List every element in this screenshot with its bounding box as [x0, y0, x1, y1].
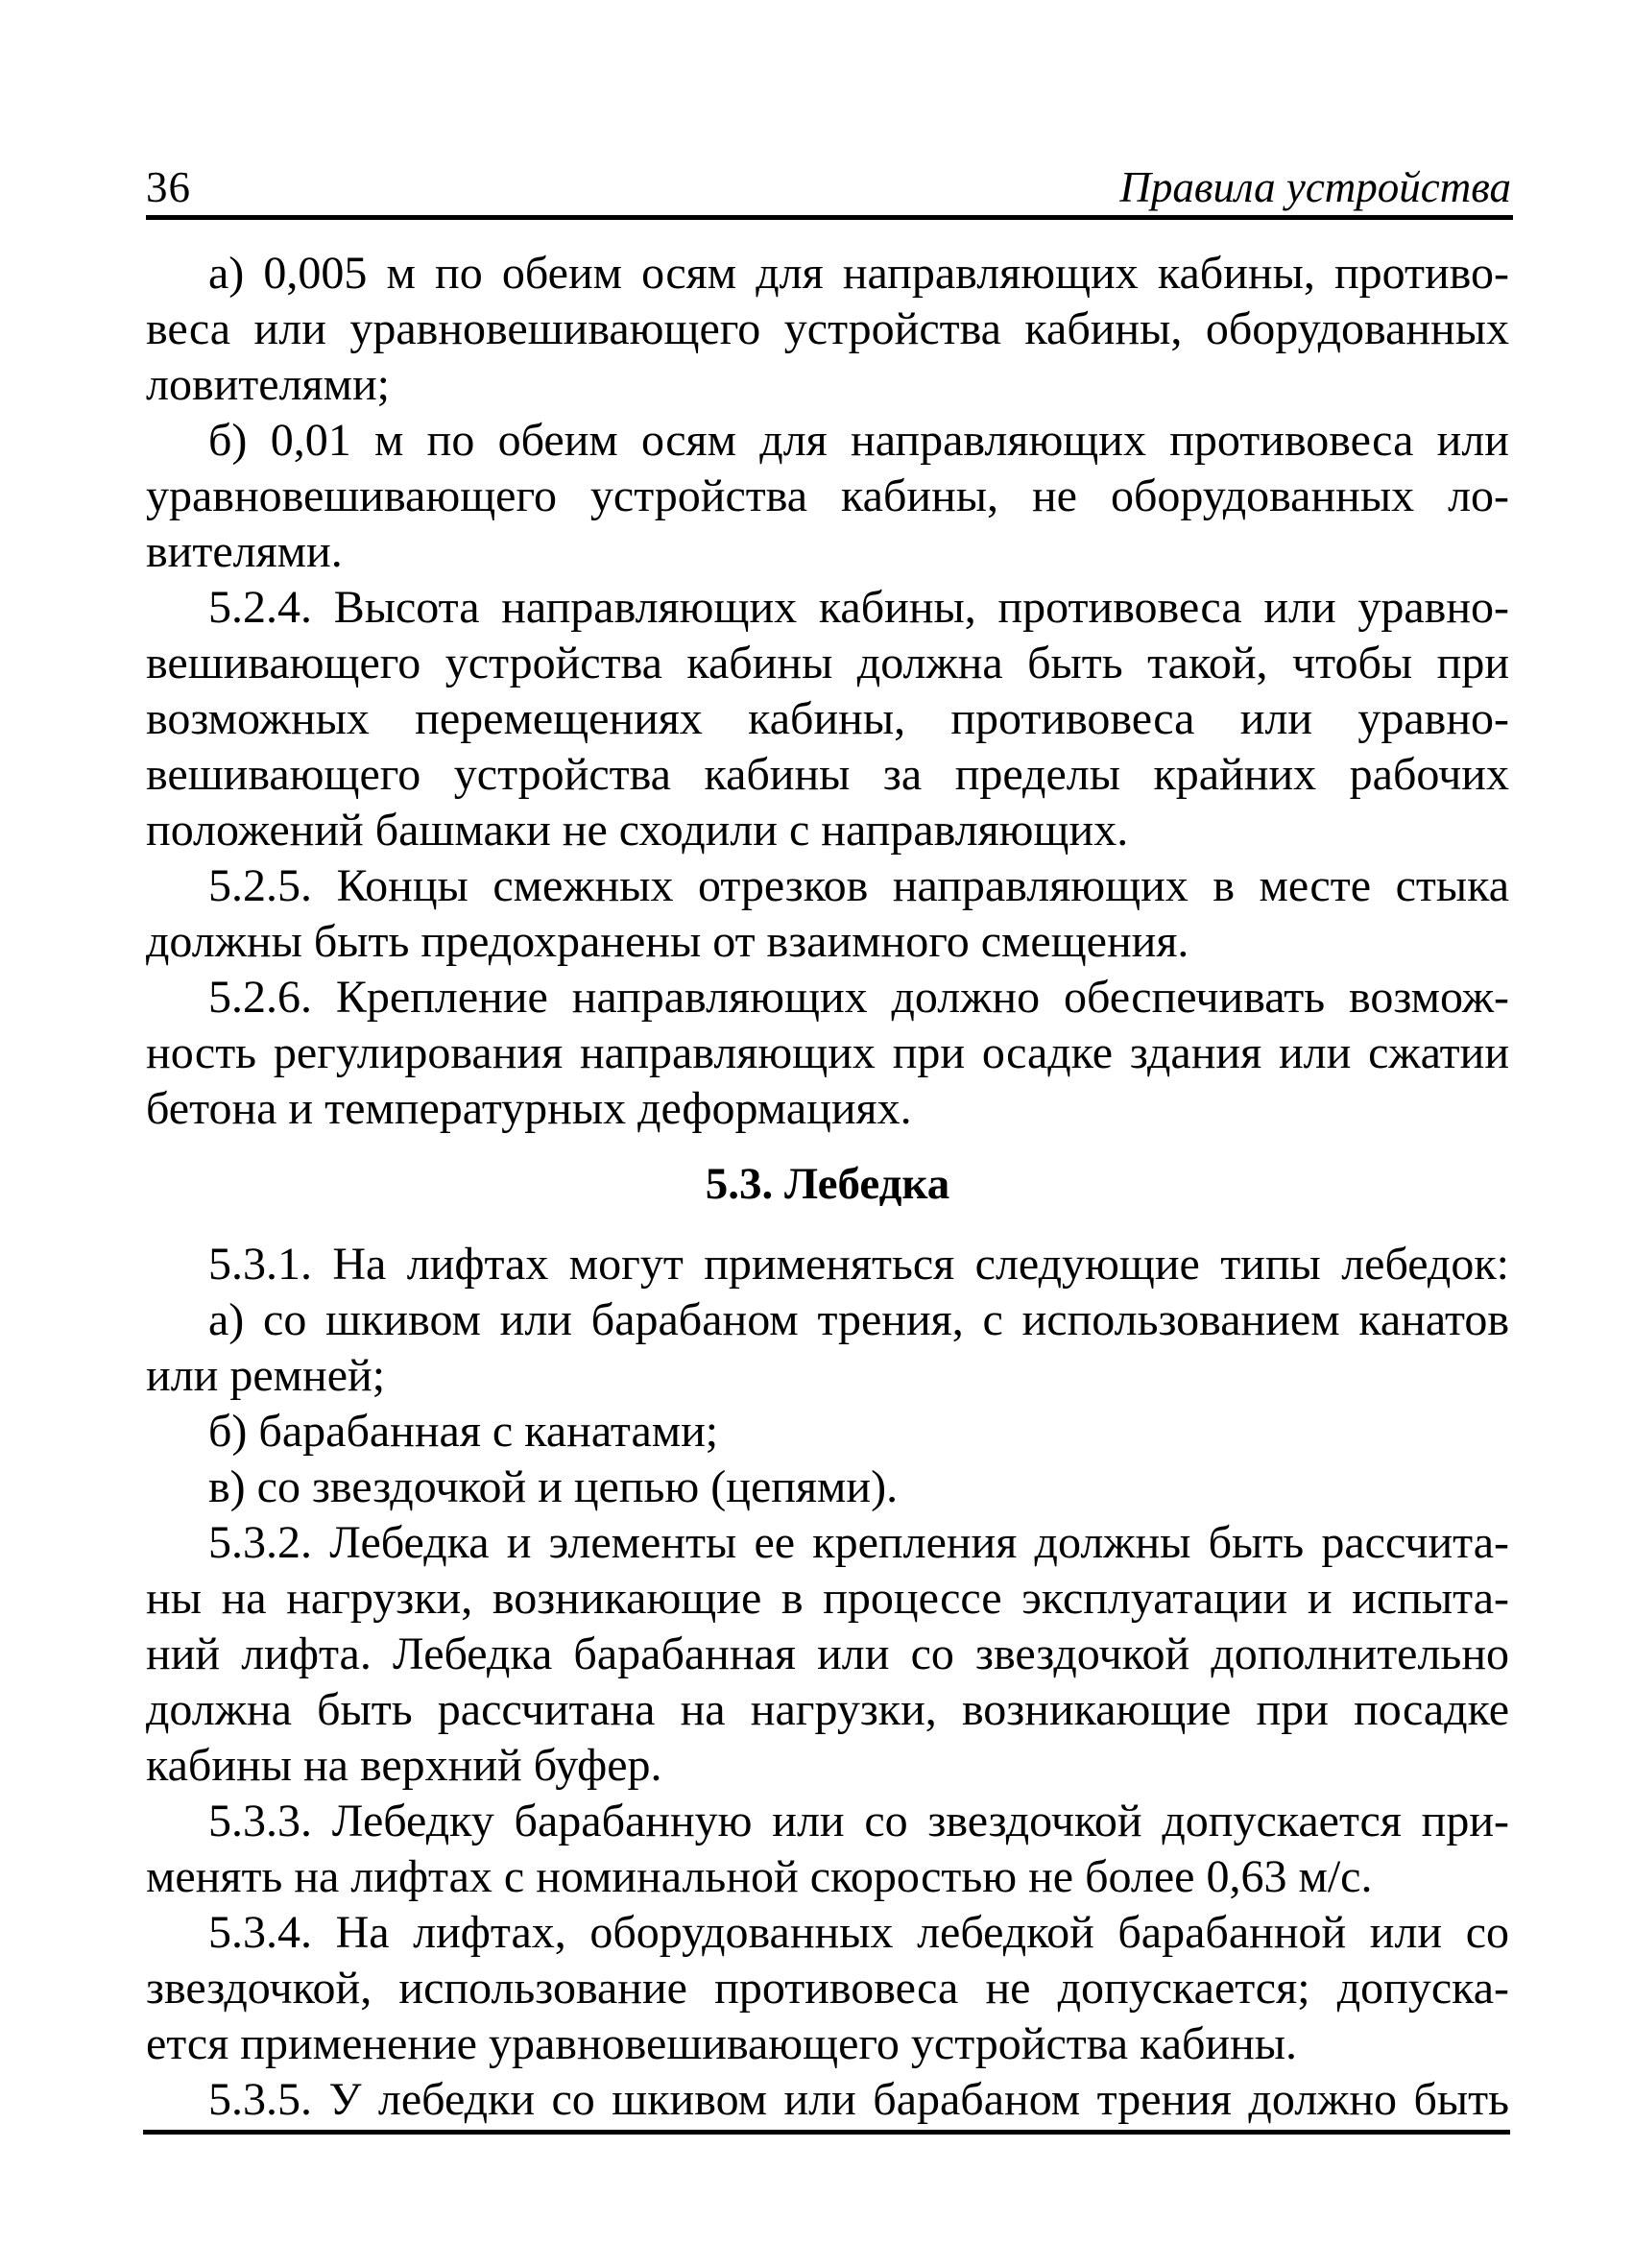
- text-line: ны на нагрузки, возникающие в процессе эксплуатации и испыта-: [146, 1573, 1509, 1624]
- text-line: должна быть рассчитана на нагрузки, возникающие при посадке: [146, 1684, 1509, 1735]
- text-line: б) барабанная с канатами;: [208, 1406, 719, 1457]
- text-line: ется применение уравновешивающего устройства кабины.: [146, 2018, 1298, 2069]
- text-line: веса или уравновешивающего устройства кабины, оборудованных: [146, 303, 1509, 354]
- text-line: 5.3.4. На лифтах, оборудованных лебедкой барабанной или со: [208, 1907, 1509, 1958]
- text-line: 5.2.4. Высота направляющих кабины, противовеса или уравно-: [208, 582, 1509, 633]
- page-number: 36: [146, 163, 191, 211]
- text-line: ловителями;: [146, 359, 391, 410]
- text-line: или ремней;: [146, 1350, 386, 1401]
- paragraph: [146, 1515, 1509, 1794]
- text-line: в) со звездочкой и цепью (цепями).: [208, 1461, 899, 1512]
- paragraph: [146, 1905, 1509, 2072]
- text-line: 5.3.3. Лебедку барабанную или со звездочкой допускается при-: [208, 1796, 1509, 1846]
- text-line: вителями.: [146, 526, 343, 577]
- paragraph: [146, 1460, 1509, 1515]
- text-line: 5.2.6. Крепление направляющих должно обеспечивать возмож-: [208, 972, 1509, 1023]
- text-line: б) 0,01 м по обеим осям для направляющих противовеса или: [208, 415, 1509, 466]
- text-line: 5.3.1. На лифтах могут применяться следующие типы лебедок:: [208, 1239, 1509, 1290]
- paragraph: [146, 413, 1509, 580]
- text-line: 5.2.5. Концы смежных отрезков направляющих в месте стыка: [208, 860, 1509, 911]
- page-header: [146, 154, 1511, 209]
- header-rule: [146, 215, 1513, 220]
- text-line: а) 0,005 м по обеим осям для направляющих кабины, противо-: [208, 248, 1509, 299]
- text-line: должны быть предохранены от взаимного смещения.: [146, 916, 1189, 967]
- text-line: положений башмаки не сходили с направляющих.: [146, 805, 1129, 856]
- paragraph: [146, 1404, 1509, 1460]
- paragraph: [146, 580, 1509, 858]
- text-line: ность регулирования направляющих при осадке здания или сжатии: [146, 1027, 1509, 1078]
- text-line: менять на лифтах с номинальной скоростью не более 0,63 м/с.: [146, 1851, 1373, 1902]
- paragraph: [146, 1292, 1509, 1404]
- paragraph: [146, 1794, 1509, 1905]
- paragraph: [146, 970, 1509, 1137]
- text-line: 5.3.2. Лебедка и элементы ее крепления должны быть рассчита-: [208, 1517, 1509, 1568]
- document-body: [146, 246, 1509, 2128]
- text-line: возможных перемещениях кабины, противовеса или уравно-: [146, 693, 1509, 744]
- paragraph: [146, 1237, 1509, 1292]
- text-line: звездочкой, использование противовеса не допускается; допуска-: [146, 1963, 1509, 2014]
- paragraph: [146, 858, 1509, 970]
- text-line: 5.3.5. У лебедки со шкивом или барабаном трения должно быть: [208, 2074, 1509, 2125]
- paragraph: [146, 246, 1509, 413]
- text-line: 5.3. Лебедка: [705, 1159, 950, 1209]
- text-line: а) со шкивом или барабаном трения, с использованием канатов: [208, 1294, 1509, 1345]
- paragraph: [146, 2072, 1509, 2128]
- text-line: вешивающего устройства кабины за пределы крайних рабочих: [146, 749, 1509, 800]
- running-title: Правила устройства: [1119, 163, 1511, 211]
- text-line: кабины на верхний буфер.: [146, 1740, 662, 1791]
- section-heading: [146, 1156, 1509, 1212]
- text-line: вешивающего устройства кабины должна быть такой, чтобы при: [146, 638, 1509, 688]
- text-line: уравновешивающего устройства кабины, не оборудованных ло-: [146, 470, 1509, 521]
- text-line: бетона и температурных деформациях.: [146, 1083, 912, 1134]
- footer-rule: [143, 2130, 1510, 2135]
- text-line: ний лифта. Лебедка барабанная или со звездочкой дополнительно: [146, 1629, 1509, 1679]
